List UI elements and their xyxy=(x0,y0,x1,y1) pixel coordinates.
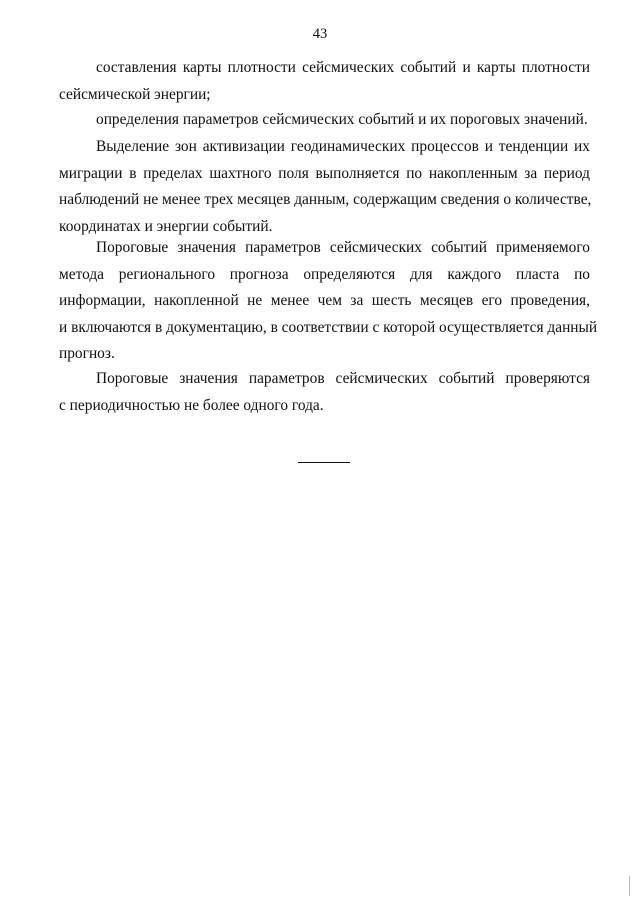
paragraph-line: составления карты плотности сейсмических событий и карты плотности xyxy=(96,59,590,76)
paragraph-1 xyxy=(59,55,590,108)
paragraph-2 xyxy=(59,107,590,134)
paragraph-line: Пороговые значения параметров сейсмических событий проверяются xyxy=(96,370,590,387)
paragraph-line: с периодичностью не более одного года. xyxy=(59,396,324,414)
paragraph-line: и включаются в документацию, в соответствии с которой осуществляется данный xyxy=(59,318,598,336)
paragraph-line: определения параметров сейсмических событий и их пороговых значений. xyxy=(96,111,588,128)
paragraph-line: Пороговые значения параметров сейсмических событий применяемого xyxy=(96,239,590,256)
paragraph-4 xyxy=(59,235,598,368)
paragraph-line: метода регионального прогноза определяются для каждого пласта по xyxy=(59,265,590,283)
paragraph-line: информации, накопленной не менее чем за шесть месяцев его проведения, xyxy=(59,292,590,309)
paragraph-line: координатах и энергии событий. xyxy=(59,217,273,235)
paragraph-line: прогноз. xyxy=(59,345,115,362)
end-divider xyxy=(298,462,350,463)
paragraph-line: миграции в пределах шахтного поля выполняется по накопленным за период xyxy=(59,164,590,182)
page-number: 43 xyxy=(312,26,328,42)
paragraph-5 xyxy=(59,366,590,419)
paragraph-line: сейсмической энергии; xyxy=(59,85,211,103)
scan-edge-mark xyxy=(629,876,630,896)
paragraph-line: Выделение зон активизации геодинамических процессов и тенденции их xyxy=(96,138,590,155)
paragraph-line: наблюдений не менее трех месяцев данным, содержащим сведения о количестве, xyxy=(59,191,592,208)
paragraph-3 xyxy=(59,134,590,240)
